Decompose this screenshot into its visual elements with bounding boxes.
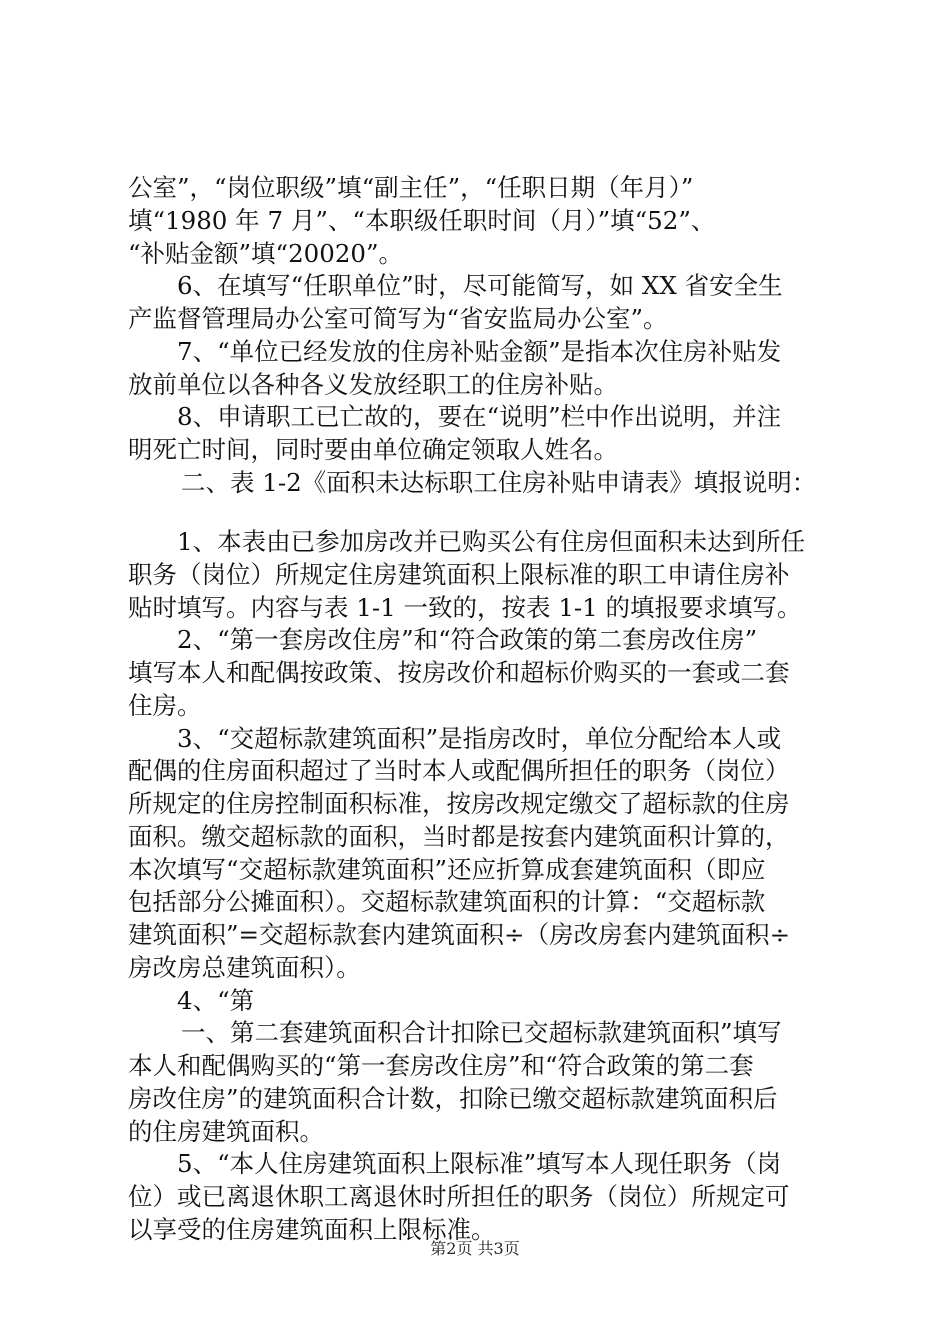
paragraph-line: 明死亡时间，同时要由单位确定领取人姓名。 <box>128 435 618 464</box>
paragraph-line: 公室”，“岗位职级”填“副主任”，“任职日期（年月）” <box>128 173 694 202</box>
paragraph-line: 配偶的住房面积超过了当时本人或配偶所担任的职务（岗位） <box>128 756 790 785</box>
paragraph-line: 建筑面积”=交超标款套内建筑面积÷（房改房套内建筑面积÷ <box>128 920 791 949</box>
paragraph-line: 产监督管理局办公室可简写为“省安监局办公室”。 <box>128 304 668 333</box>
paragraph-line: 的住房建筑面积。 <box>128 1117 324 1146</box>
paragraph-line: 7、“单位已经发放的住房补贴金额”是指本次住房补贴发 <box>177 337 782 366</box>
paragraph-line: 8、申请职工已亡故的，要在“说明”栏中作出说明，并注 <box>177 402 782 431</box>
paragraph-line: 填写本人和配偶按政策、按房改价和超标价购买的一套或二套 <box>128 658 790 687</box>
paragraph-line: 3、“交超标款建筑面积”是指房改时，单位分配给本人或 <box>177 724 782 753</box>
paragraph-line: 房改房总建筑面积）。 <box>128 953 361 982</box>
paragraph-line: “补贴金额”填“20020”。 <box>128 239 404 268</box>
paragraph-line: 面积。缴交超标款的面积，当时都是按套内建筑面积计算的， <box>128 822 790 851</box>
paragraph-line: 1、本表由已参加房改并已购买公有住房但面积未达到所任 <box>177 527 806 556</box>
paragraph-line: 6、在填写“任职单位”时，尽可能简写，如 XX 省安全生 <box>177 271 783 300</box>
paragraph-line: 一、第二套建筑面积合计扣除已交超标款建筑面积”填写 <box>181 1018 782 1047</box>
paragraph-line: 包括部分公摊面积）。交超标款建筑面积的计算：“交超标款 <box>128 887 766 916</box>
paragraph-line: 房改住房”的建筑面积合计数，扣除已缴交超标款建筑面积后 <box>128 1084 778 1113</box>
paragraph-line: 本人和配偶购买的“第一套房改住房”和“符合政策的第二套 <box>128 1051 754 1080</box>
paragraph-line: 以享受的住房建筑面积上限标准。 <box>128 1215 496 1244</box>
paragraph-line: 所规定的住房控制面积标准，按房改规定缴交了超标款的住房 <box>128 789 790 818</box>
paragraph-line: 4、“第 <box>177 986 255 1015</box>
paragraph-line: 位）或已离退休职工离退休时所担任的职务（岗位）所规定可 <box>128 1182 790 1211</box>
paragraph-line: 2、“第一套房改住房”和“符合政策的第二套房改住房” <box>177 625 758 654</box>
section-heading: 二、表 1-2《面积未达标职工住房补贴申请表》填报说明： <box>181 468 817 497</box>
paragraph-line: 放前单位以各种各义发放经职工的住房补贴。 <box>128 370 618 399</box>
paragraph-line: 职务（岗位）所规定住房建筑面积上限标准的职工申请住房补 <box>128 560 790 589</box>
paragraph-line: 填“1980 年 7 月”、“本职级任职时间（月）”填“52”、 <box>128 206 716 235</box>
page-footer: 第2页 共3页 <box>430 1239 520 1258</box>
paragraph-line: 贴时填写。内容与表 1-1 一致的，按表 1-1 的填报要求填写。 <box>128 593 802 622</box>
paragraph-line: 本次填写“交超标款建筑面积”还应折算成套建筑面积（即应 <box>128 855 766 884</box>
paragraph-line: 住房。 <box>128 691 202 720</box>
paragraph-line: 5、“本人住房建筑面积上限标准”填写本人现任职务（岗 <box>177 1149 782 1178</box>
